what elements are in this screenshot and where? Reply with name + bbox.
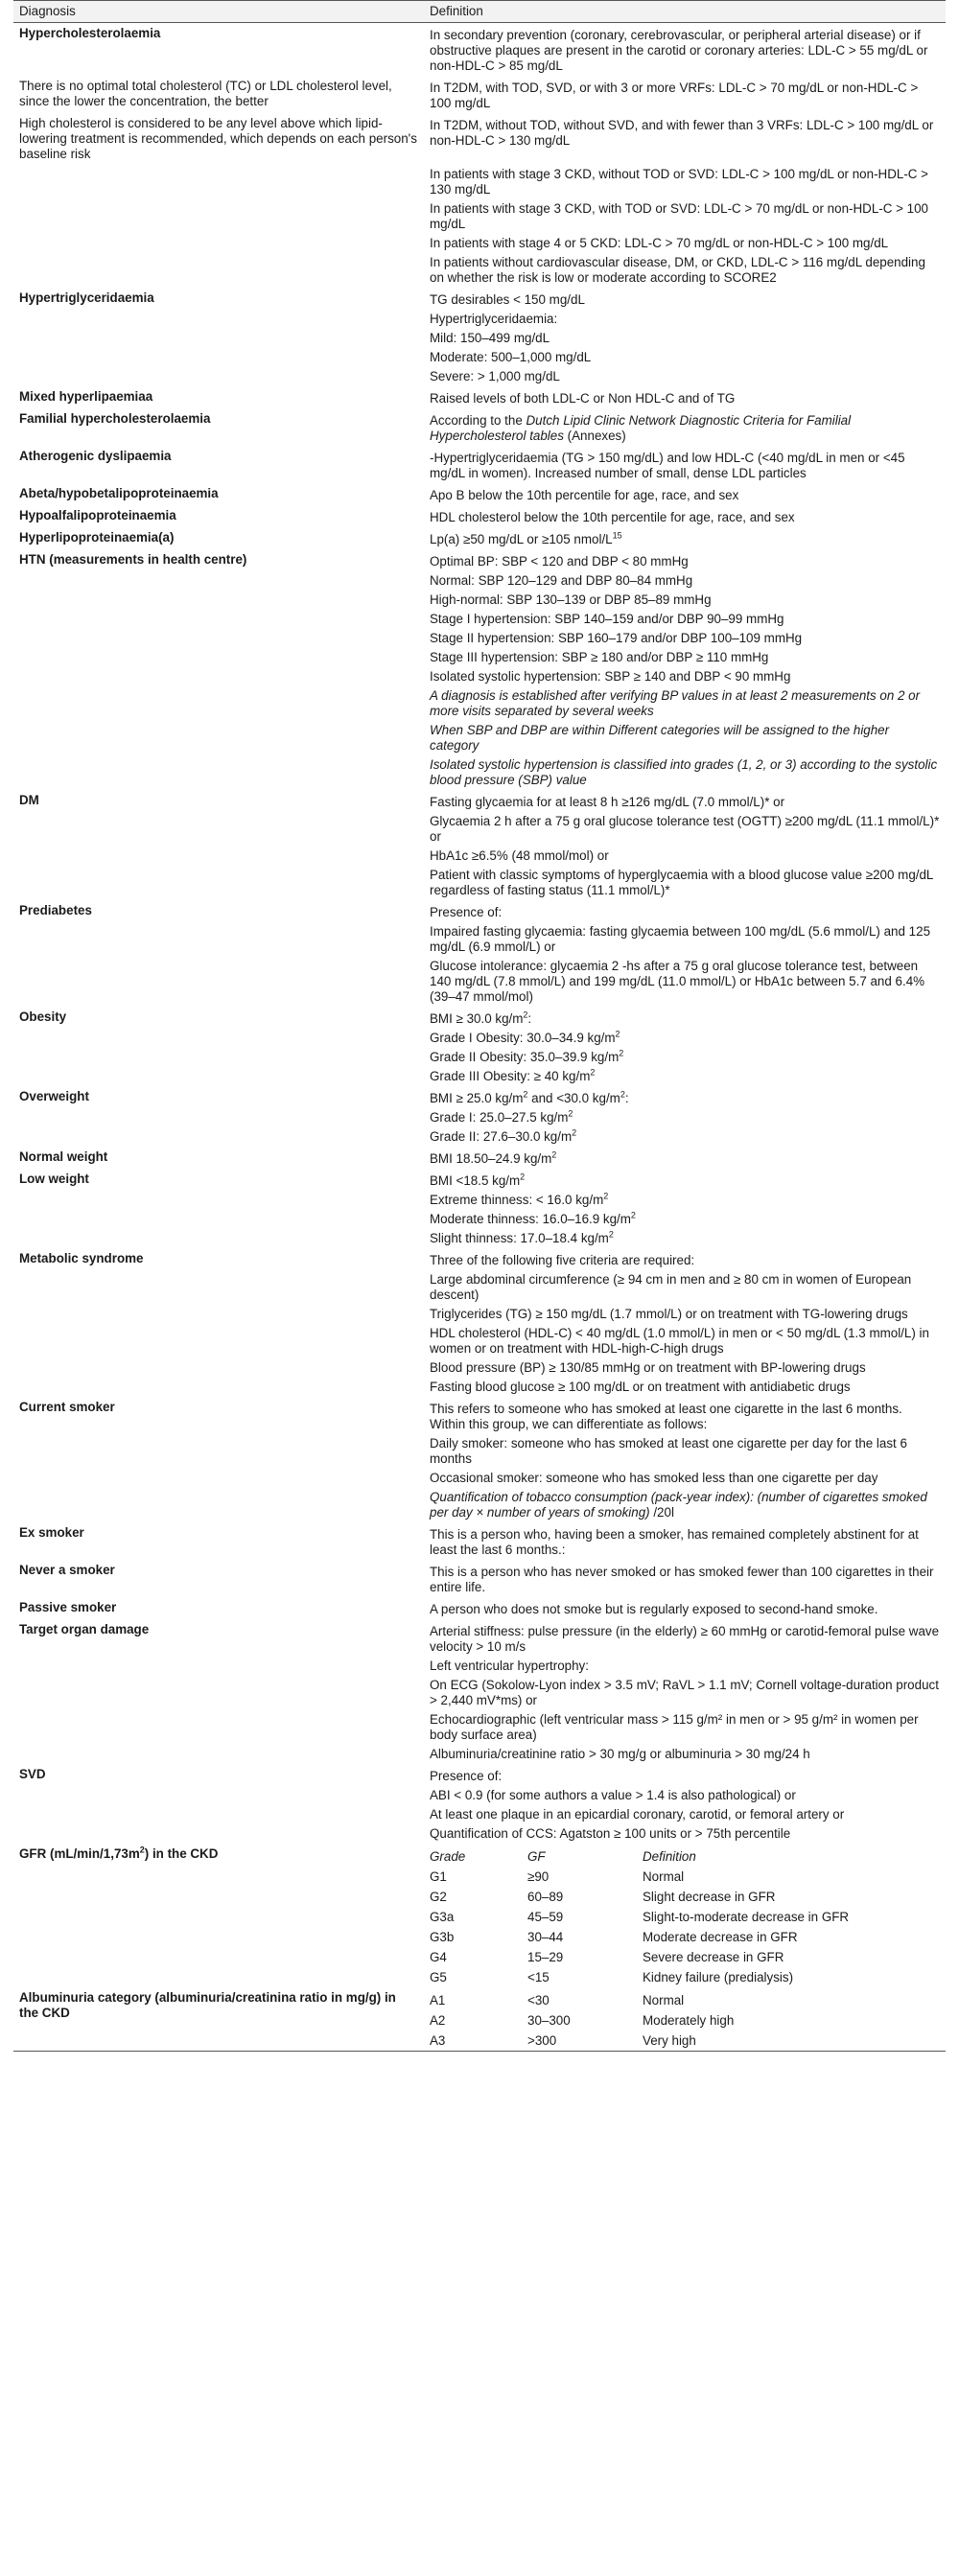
definition-line — [430, 1172, 940, 1191]
diagnosis-cell — [13, 1560, 424, 1597]
albuminuria-cell: <30 — [527, 1993, 550, 2007]
definition-line: HDL cholesterol (HDL-C) < 40 mg/dL (1.0 mmol/L) in men or < 50 mg/dL (1.3 mmol/L) in women or on treatment with HDL-high-C-high drugs — [430, 1326, 929, 1356]
definition-line: In T2DM, with TOD, SVD, or with 3 or more VRFs: LDL-C > 70 mg/dL or non-HDL-C > 100 mg/dL — [430, 81, 919, 110]
diagnosis-text: ) in the CKD — [144, 1846, 219, 1861]
superscript: 2 — [523, 1089, 528, 1100]
definition-line: Occasional smoker: someone who has smoked less than one cigarette per day — [430, 1471, 878, 1485]
definition-cell — [424, 1597, 946, 1619]
diagnosis-label: Hypertriglyceridaemia — [19, 290, 154, 305]
superscript: 2 — [608, 1229, 614, 1240]
superscript: 2 — [603, 1191, 609, 1201]
definition-cell — [424, 288, 946, 386]
albuminuria-category-table — [430, 1990, 940, 2051]
definition-line: ABI < 0.9 (for some authors a value > 1.4 is also pathological) or — [430, 1788, 796, 1802]
diagnosis-cell — [13, 386, 424, 408]
definition-cell — [424, 1397, 946, 1522]
gfr-cell: 30–44 — [527, 1930, 564, 1944]
gfr-cell: 45–59 — [527, 1910, 564, 1924]
definition-line: In patients with stage 4 or 5 CKD: LDL-C > 70 mg/dL or non-HDL-C > 100 mg/dL — [430, 236, 889, 250]
definition-text: (Annexes) — [563, 429, 626, 443]
albuminuria-cell: >300 — [527, 2033, 557, 2048]
definition-line-italic: When SBP and DBP are within Different categories will be assigned to the higher category — [430, 723, 890, 753]
definition-line: Patient with classic symptoms of hyperglycaemia with a blood glucose value ≥200 mg/dL regardless of fasting status (11.1 mmol/L)* — [430, 868, 933, 897]
diagnosis-cell — [13, 408, 424, 446]
diagnosis-cell — [13, 549, 424, 790]
diagnosis-label: Hyperlipoproteinaemia(a) — [19, 530, 175, 545]
definition-line: Severe: > 1,000 mg/dL — [430, 369, 560, 383]
gfr-cell: G2 — [430, 1890, 447, 1904]
definition-line — [430, 530, 940, 549]
definition-line: In patients with stage 3 CKD, with TOD or SVD: LDL-C > 70 mg/dL or non-HDL-C > 100 mg/dL — [430, 201, 928, 231]
diagnosis-cell — [13, 113, 424, 162]
diagnosis-cell — [13, 1169, 424, 1248]
gfr-row — [430, 1967, 940, 1987]
albuminuria-cell: A2 — [430, 2013, 446, 2028]
definition-cell — [424, 483, 946, 505]
table-row — [13, 900, 946, 1007]
table-row — [13, 408, 946, 446]
table-row — [13, 1619, 946, 1764]
definition-line-italic: A diagnosis is established after verifying BP values in at least 2 measurements on 2 or more visits separated by several weeks — [430, 688, 921, 718]
definition-line: In secondary prevention (coronary, cerebrovascular, or peripheral arterial disease) or if obstructive plaques are present in the carotid or coronary arteries: LDL-C > 55 mg/dL or non-HDL-C > 85 mg/dL — [430, 28, 928, 73]
gfr-row — [430, 1907, 940, 1927]
definition-text: BMI 18.50–24.9 kg/m — [430, 1151, 552, 1166]
definition-cell — [424, 1522, 946, 1560]
definition-line: High-normal: SBP 130–139 or DBP 85–89 mmHg — [430, 592, 712, 607]
albuminuria-cell: Normal — [643, 1993, 685, 2007]
table-header-row — [13, 1, 946, 23]
diagnosis-label: Hypercholesterolaemia — [19, 26, 161, 40]
superscript: 2 — [630, 1210, 636, 1220]
diagnosis-cell — [13, 1987, 424, 2052]
definition-text: BMI ≥ 30.0 kg/m — [430, 1011, 524, 1026]
definition-cell — [424, 505, 946, 527]
definition-line: In patients without cardiovascular disease, DM, or CKD, LDL-C > 116 mg/dL depending on whether the risk is low or moderate according to SCORE2 — [430, 255, 925, 285]
table-row — [13, 483, 946, 505]
diagnosis-cell — [13, 1597, 424, 1619]
definition-cell — [424, 1987, 946, 2052]
definition-line: Echocardiographic (left ventricular mass > 115 g/m² in men or > 95 g/m² in women per body surface area) — [430, 1712, 919, 1742]
superscript: 2 — [520, 1172, 526, 1182]
diagnosis-label: Low weight — [19, 1172, 89, 1186]
definition-line: Moderate: 500–1,000 mg/dL — [430, 350, 592, 364]
definition-text: Grade II Obesity: 35.0–39.9 kg/m — [430, 1050, 620, 1064]
gfr-cell: Slight-to-moderate decrease in GFR — [643, 1910, 850, 1924]
gfr-cell: 60–89 — [527, 1890, 564, 1904]
definition-line — [430, 1229, 940, 1248]
definition-line: -Hypertriglyceridaemia (TG > 150 mg/dL) and low HDL-C (<40 mg/dL in men or <45 mg/dL in women). Increased number of small, dense LDL particles — [430, 451, 905, 480]
table-row — [13, 1764, 946, 1844]
superscript: 2 — [523, 1010, 528, 1020]
table-row — [13, 1169, 946, 1248]
superscript: 2 — [620, 1089, 625, 1100]
diagnosis-cell — [13, 1007, 424, 1086]
definition-cell — [424, 23, 946, 77]
table-row — [13, 505, 946, 527]
albuminuria-cell: Very high — [643, 2033, 696, 2048]
table-row — [13, 1844, 946, 1987]
diagnosis-label: Obesity — [19, 1010, 67, 1024]
gfr-cell: G5 — [430, 1970, 447, 1984]
gfr-row — [430, 1947, 940, 1967]
definition-line: Daily smoker: someone who has smoked at least one cigarette per day for the last 6 months — [430, 1436, 907, 1466]
definition-text: Slight thinness: 17.0–18.4 kg/m — [430, 1231, 609, 1245]
gfr-cell: Moderate decrease in GFR — [643, 1930, 798, 1944]
diagnosis-label: SVD — [19, 1767, 46, 1781]
definition-text: Grade II: 27.6–30.0 kg/m — [430, 1129, 573, 1144]
albuminuria-row — [430, 2031, 940, 2051]
diagnosis-label: Familial hypercholesterolaemia — [19, 411, 211, 426]
definition-cell — [424, 1147, 946, 1169]
gfr-grade-table — [430, 1846, 940, 1987]
definition-cell — [424, 386, 946, 408]
diagnosis-label: HTN (measurements in health centre) — [19, 552, 247, 567]
gfr-row — [430, 1867, 940, 1887]
definition-line — [430, 1048, 940, 1067]
definition-cell — [424, 1007, 946, 1086]
definition-line: A person who does not smoke but is regularly exposed to second-hand smoke. — [430, 1602, 878, 1616]
diagnosis-note: High cholesterol is considered to be any level above which lipid-lowering treatment is recommended, which depends on each person's baseline risk — [19, 116, 417, 161]
superscript: 2 — [568, 1108, 573, 1119]
definition-line — [430, 1010, 940, 1029]
table-row — [13, 1560, 946, 1597]
definition-text: Lp(a) ≥50 mg/dL or ≥105 nmol/L — [430, 532, 613, 546]
diagnosis-label: Prediabetes — [19, 903, 92, 917]
definition-line — [430, 1089, 940, 1108]
diagnosis-label: Overweight — [19, 1089, 89, 1103]
header-diagnosis: Diagnosis — [13, 1, 424, 23]
definition-cell — [424, 1560, 946, 1597]
diagnosis-cell — [13, 1248, 424, 1397]
table-row — [13, 1147, 946, 1169]
superscript: 2 — [619, 1048, 624, 1058]
definition-cell — [424, 1619, 946, 1764]
diagnosis-cell — [13, 527, 424, 549]
definition-text: Extreme thinness: < 16.0 kg/m — [430, 1193, 604, 1207]
table-row — [13, 1987, 946, 2052]
superscript: 2 — [139, 1845, 145, 1855]
diagnosis-cell — [13, 23, 424, 77]
definition-line: HDL cholesterol below the 10th percentile for age, race, and sex — [430, 510, 795, 524]
diagnosis-label: Metabolic syndrome — [19, 1251, 144, 1265]
table-row — [13, 113, 946, 162]
definition-line: Hypertriglyceridaemia: — [430, 312, 558, 326]
table-row — [13, 288, 946, 386]
table-row — [13, 549, 946, 790]
definition-cell — [424, 162, 946, 288]
diagnosis-cell — [13, 1086, 424, 1147]
definition-line: Optimal BP: SBP < 120 and DBP < 80 mmHg — [430, 554, 689, 569]
definition-line: Raised levels of both LDL-C or Non HDL-C and of TG — [430, 391, 736, 406]
table-row — [13, 1248, 946, 1397]
definition-cell — [424, 113, 946, 162]
diagnosis-label: Albuminuria category (albuminuria/creatinina ratio in mg/g) in the CKD — [19, 1990, 396, 2020]
definition-line: This refers to someone who has smoked at least one cigarette in the last 6 months. Within this group, we can differentiate as follows: — [430, 1402, 902, 1431]
definition-text: Moderate thinness: 16.0–16.9 kg/m — [430, 1212, 631, 1226]
table-row — [13, 1597, 946, 1619]
table-row — [13, 790, 946, 900]
definition-line: Stage II hypertension: SBP 160–179 and/or DBP 100–109 mmHg — [430, 631, 803, 645]
diagnosis-label: Ex smoker — [19, 1525, 84, 1540]
diagnosis-label — [19, 1846, 418, 1862]
diagnosis-label: Target organ damage — [19, 1622, 150, 1636]
definition-text: : — [624, 1091, 629, 1105]
gfr-cell: <15 — [527, 1970, 550, 1984]
definition-line — [430, 1191, 940, 1210]
definition-line — [430, 1108, 940, 1127]
diagnosis-label: Current smoker — [19, 1400, 115, 1414]
superscript: 2 — [572, 1127, 577, 1138]
definition-line: Quantification of CCS: Agatston ≥ 100 units or > 75th percentile — [430, 1826, 791, 1841]
definition-text: : — [527, 1011, 532, 1026]
diagnosis-label: Never a smoker — [19, 1563, 115, 1577]
definition-text: Grade III Obesity: ≥ 40 kg/m — [430, 1069, 591, 1083]
definition-line: This is a person who has never smoked or has smoked fewer than 100 cigarettes in their entire life. — [430, 1565, 934, 1594]
gfr-cell: ≥90 — [527, 1869, 550, 1884]
definition-line: Albuminuria/creatinine ratio > 30 mg/g or albuminuria > 30 mg/24 h — [430, 1747, 810, 1761]
definition-text-italic: Quantification of tobacco consumption (pack-year index): (number of cigarettes smoked per day × number of years of smoking) — [430, 1490, 927, 1520]
definition-line — [430, 1029, 940, 1048]
definition-cell — [424, 1248, 946, 1397]
definition-cell — [424, 527, 946, 549]
table-row — [13, 527, 946, 549]
definition-line: Glycaemia 2 h after a 75 g oral glucose tolerance test (OGTT) ≥200 mg/dL (11.1 mmol/L)* or — [430, 814, 940, 844]
definition-text: According to the — [430, 413, 526, 428]
diagnosis-cell — [13, 1147, 424, 1169]
albuminuria-cell: A1 — [430, 1993, 446, 2007]
table-row — [13, 162, 946, 288]
table-row — [13, 76, 946, 113]
definition-line: Three of the following five criteria are required: — [430, 1253, 695, 1267]
gfr-cell: G4 — [430, 1950, 447, 1964]
definition-cell — [424, 76, 946, 113]
definition-line: This is a person who, having been a smoker, has remained completely abstinent for at least the last 6 months.: — [430, 1527, 919, 1557]
gfr-cell: Slight decrease in GFR — [643, 1890, 776, 1904]
diagnosis-text: GFR (mL/min/1,73m — [19, 1846, 140, 1861]
definition-cell — [424, 1844, 946, 1987]
gfr-header-cell: Grade — [430, 1849, 466, 1864]
superscript: 2 — [615, 1029, 620, 1039]
diagnosis-cell — [13, 76, 424, 113]
gfr-cell: G1 — [430, 1869, 447, 1884]
definition-line: TG desirables < 150 mg/dL — [430, 292, 585, 307]
gfr-cell: Severe decrease in GFR — [643, 1950, 784, 1964]
definition-cell — [424, 1169, 946, 1248]
table-row — [13, 1007, 946, 1086]
superscript: 2 — [551, 1149, 557, 1160]
diagnosis-label: Normal weight — [19, 1149, 108, 1164]
definition-line: Impaired fasting glycaemia: fasting glycaemia between 100 mg/dL (5.6 mmol/L) and 125 mg/dL (6.9 mmol/L) or — [430, 924, 931, 954]
diagnosis-label: Hypoalfalipoproteinaemia — [19, 508, 176, 522]
definition-line: On ECG (Sokolow-Lyon index > 3.5 mV; RaVL > 1.1 mV; Cornell voltage-duration product > 2,440 mV*ms) or — [430, 1678, 939, 1707]
header-definition: Definition — [424, 1, 946, 23]
albuminuria-cell: A3 — [430, 2033, 446, 2048]
superscript: 15 — [612, 530, 622, 541]
albuminuria-row — [430, 1990, 940, 2010]
gfr-cell: G3a — [430, 1910, 455, 1924]
definition-line: Stage I hypertension: SBP 140–159 and/or DBP 90–99 mmHg — [430, 612, 784, 626]
definition-text-italic: Dutch Lipid Clinic Network Diagnostic Criteria for Familial Hypercholesterol tables — [430, 413, 852, 443]
definition-line: Fasting glycaemia for at least 8 h ≥126 mg/dL (7.0 mmol/L)* or — [430, 795, 785, 809]
albuminuria-row — [430, 2010, 940, 2031]
gfr-cell: Normal — [643, 1869, 685, 1884]
definition-line: Triglycerides (TG) ≥ 150 mg/dL (1.7 mmol/L) or on treatment with TG-lowering drugs — [430, 1307, 908, 1321]
definition-cell — [424, 549, 946, 790]
table-row — [13, 386, 946, 408]
diagnosis-cell — [13, 446, 424, 483]
definition-line — [430, 1488, 940, 1522]
diagnosis-note: There is no optimal total cholesterol (TC) or LDL cholesterol level, since the lower the concentration, the better — [19, 79, 392, 108]
diagnosis-label: Mixed hyperlipaemiaa — [19, 389, 153, 404]
definition-cell — [424, 790, 946, 900]
diagnosis-label: Abeta/hypobetalipoproteinaemia — [19, 486, 219, 500]
gfr-header-cell: Definition — [643, 1849, 696, 1864]
table-row — [13, 1086, 946, 1147]
table-row — [13, 23, 946, 77]
definition-cell — [424, 1086, 946, 1147]
diagnosis-cell — [13, 505, 424, 527]
definition-cell — [424, 1764, 946, 1844]
definition-text: BMI <18.5 kg/m — [430, 1173, 521, 1188]
definition-line — [430, 1149, 940, 1169]
superscript: 2 — [590, 1067, 596, 1078]
gfr-cell: 15–29 — [527, 1950, 564, 1964]
diagnosis-cell — [13, 162, 424, 288]
diagnosis-cell — [13, 790, 424, 900]
definition-line: Presence of: — [430, 1769, 503, 1783]
definition-line: Fasting blood glucose ≥ 100 mg/dL or on treatment with antidiabetic drugs — [430, 1380, 851, 1394]
definition-line: Isolated systolic hypertension: SBP ≥ 140 and DBP < 90 mmHg — [430, 669, 791, 684]
definition-text: and <30.0 kg/m — [527, 1091, 620, 1105]
gfr-cell: Kidney failure (predialysis) — [643, 1970, 794, 1984]
diagnosis-label: Atherogenic dyslipaemia — [19, 449, 172, 463]
definition-line: At least one plaque in an epicardial coronary, carotid, or femoral artery or — [430, 1807, 845, 1822]
definition-cell — [424, 446, 946, 483]
diagnosis-cell — [13, 288, 424, 386]
definition-line: Presence of: — [430, 905, 503, 919]
definition-line: Stage III hypertension: SBP ≥ 180 and/or DBP ≥ 110 mmHg — [430, 650, 769, 664]
diagnosis-cell — [13, 900, 424, 1007]
gfr-row — [430, 1887, 940, 1907]
albuminuria-cell: Moderately high — [643, 2013, 735, 2028]
gfr-header-row — [430, 1846, 940, 1867]
table-row — [13, 1522, 946, 1560]
definition-text: BMI ≥ 25.0 kg/m — [430, 1091, 524, 1105]
definition-line: Normal: SBP 120–129 and DBP 80–84 mmHg — [430, 573, 693, 588]
definition-line: Large abdominal circumference (≥ 94 cm in men and ≥ 80 cm in women of European descent) — [430, 1272, 912, 1302]
definition-line: In patients with stage 3 CKD, without TOD or SVD: LDL-C > 100 mg/dL or non-HDL-C > 130 mg/dL — [430, 167, 928, 197]
diagnosis-cell — [13, 483, 424, 505]
definition-text: /20l — [649, 1505, 674, 1520]
definition-line: Mild: 150–499 mg/dL — [430, 331, 550, 345]
table-row — [13, 446, 946, 483]
definition-text: Grade I: 25.0–27.5 kg/m — [430, 1110, 569, 1125]
diagnosis-cell — [13, 1619, 424, 1764]
definition-line: In T2DM, without TOD, without SVD, and with fewer than 3 VRFs: LDL-C > 100 mg/dL or non-HDL-C > 130 mg/dL — [430, 118, 934, 148]
diagnosis-cell — [13, 1522, 424, 1560]
diagnosis-cell — [13, 1764, 424, 1844]
definition-cell — [424, 900, 946, 1007]
definition-text: Grade I Obesity: 30.0–34.9 kg/m — [430, 1031, 616, 1045]
albuminuria-cell: 30–300 — [527, 2013, 571, 2028]
definition-line-italic: Isolated systolic hypertension is classified into grades (1, 2, or 3) according to the systolic blood pressure (SBP) value — [430, 757, 938, 787]
definition-line: Apo B below the 10th percentile for age, race, and sex — [430, 488, 739, 502]
definition-line: HbA1c ≥6.5% (48 mmol/mol) or — [430, 848, 609, 863]
gfr-header-cell: GF — [527, 1849, 546, 1864]
definition-line — [430, 1067, 940, 1086]
diagnosis-cell — [13, 1844, 424, 1987]
diagnosis-label: DM — [19, 793, 39, 807]
gfr-cell: G3b — [430, 1930, 455, 1944]
definition-line: Arterial stiffness: pulse pressure (in the elderly) ≥ 60 mmHg or carotid-femoral pulse wave velocity > 10 m/s — [430, 1624, 940, 1654]
definition-line: Blood pressure (BP) ≥ 130/85 mmHg or on treatment with BP-lowering drugs — [430, 1360, 866, 1375]
definition-line — [430, 411, 940, 446]
diagnosis-cell — [13, 1397, 424, 1522]
gfr-row — [430, 1927, 940, 1947]
definition-line — [430, 1127, 940, 1147]
diagnosis-label: Passive smoker — [19, 1600, 117, 1614]
definition-line: Glucose intolerance: glycaemia 2 -hs after a 75 g oral glucose tolerance test, between 140 mg/dL (7.8 mmol/L) and 199 mg/dL (11.0 mmol/L) or HbA1c between 5.7 and 6.4% (39–47 mmol/mol) — [430, 959, 925, 1004]
definition-cell — [424, 408, 946, 446]
definition-line — [430, 1210, 940, 1229]
diagnosis-definitions-table — [13, 0, 946, 2052]
table-row — [13, 1397, 946, 1522]
definition-line: Left ventricular hypertrophy: — [430, 1659, 589, 1673]
